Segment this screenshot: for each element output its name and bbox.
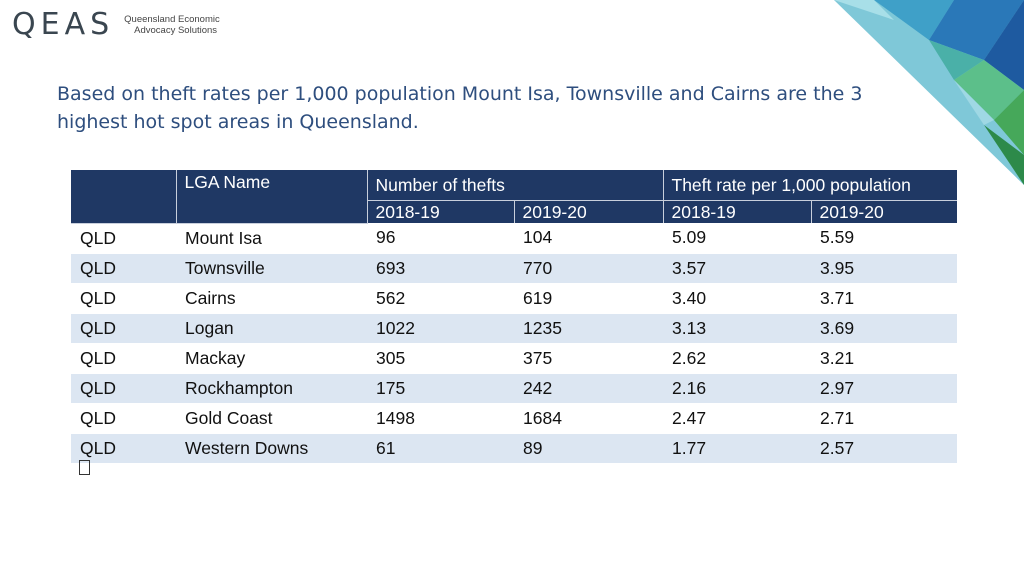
cell-thefts-2018-19: 96 — [367, 223, 514, 253]
header-lga-name: LGA Name — [176, 170, 367, 223]
cell-rate-2018-19: 2.62 — [663, 343, 811, 373]
cell-thefts-2018-19: 693 — [367, 253, 514, 283]
cell-thefts-2019-20: 619 — [514, 283, 663, 313]
cell-lga: Mount Isa — [176, 223, 367, 253]
cell-state: QLD — [71, 253, 176, 283]
cell-rate-2019-20: 3.71 — [811, 283, 957, 313]
header-rate-2018-19: 2018-19 — [663, 201, 811, 224]
cell-rate-2018-19: 2.47 — [663, 403, 811, 433]
cell-state: QLD — [71, 403, 176, 433]
cell-rate-2018-19: 2.16 — [663, 373, 811, 403]
logo-line-2: Advocacy Solutions — [134, 25, 218, 36]
cell-thefts-2018-19: 175 — [367, 373, 514, 403]
table-row — [71, 373, 957, 403]
cell-thefts-2019-20: 89 — [514, 433, 663, 463]
logo-mark: QEAS — [12, 7, 115, 42]
cell-thefts-2018-19: 305 — [367, 343, 514, 373]
cell-thefts-2018-19: 1022 — [367, 313, 514, 343]
headline: Based on theft rates per 1,000 population Mount Isa, Townsville and Cairns are the 3 highest hot spot areas in Queensland. — [57, 83, 863, 133]
cell-lga: Rockhampton — [176, 373, 367, 403]
table-row — [71, 343, 957, 373]
cell-state: QLD — [71, 223, 176, 253]
header-state — [71, 170, 176, 223]
cell-state: QLD — [71, 343, 176, 373]
cell-rate-2018-19: 3.40 — [663, 283, 811, 313]
cell-lga: Logan — [176, 313, 367, 343]
logo-text — [124, 14, 220, 36]
cell-thefts-2018-19: 1498 — [367, 403, 514, 433]
cell-rate-2019-20: 3.21 — [811, 343, 957, 373]
header-thefts-2018-19: 2018-19 — [367, 201, 514, 224]
header-number-of-thefts: Number of thefts — [367, 170, 663, 201]
cell-thefts-2018-19: 61 — [367, 433, 514, 463]
cell-lga: Western Downs — [176, 433, 367, 463]
cell-state: QLD — [71, 373, 176, 403]
cell-state: QLD — [71, 313, 176, 343]
cell-thefts-2019-20: 1235 — [514, 313, 663, 343]
header-theft-rate: Theft rate per 1,000 population — [663, 170, 957, 201]
table-row — [71, 313, 957, 343]
cell-rate-2018-19: 1.77 — [663, 433, 811, 463]
cell-rate-2019-20: 3.69 — [811, 313, 957, 343]
placeholder-box-icon — [79, 460, 90, 475]
table-row — [71, 283, 957, 313]
qeas-logo — [12, 7, 220, 42]
theft-table — [71, 170, 957, 464]
header-rate-2019-20: 2019-20 — [811, 201, 957, 224]
cell-lga: Cairns — [176, 283, 367, 313]
cell-thefts-2019-20: 1684 — [514, 403, 663, 433]
header-row-group — [71, 170, 957, 201]
cell-lga: Gold Coast — [176, 403, 367, 433]
logo-line-1: Queensland Economic — [124, 14, 220, 25]
cell-rate-2019-20: 5.59 — [811, 223, 957, 253]
table-row — [71, 223, 957, 253]
cell-rate-2019-20: 2.97 — [811, 373, 957, 403]
cell-state: QLD — [71, 283, 176, 313]
cell-rate-2018-19: 3.13 — [663, 313, 811, 343]
cell-rate-2018-19: 3.57 — [663, 253, 811, 283]
cell-rate-2019-20: 2.57 — [811, 433, 957, 463]
cell-lga: Townsville — [176, 253, 367, 283]
header-thefts-2019-20: 2019-20 — [514, 201, 663, 224]
cell-thefts-2018-19: 562 — [367, 283, 514, 313]
cell-lga: Mackay — [176, 343, 367, 373]
cell-rate-2019-20: 2.71 — [811, 403, 957, 433]
cell-thefts-2019-20: 104 — [514, 223, 663, 253]
table-row — [71, 403, 957, 433]
cell-thefts-2019-20: 375 — [514, 343, 663, 373]
cell-rate-2018-19: 5.09 — [663, 223, 811, 253]
cell-state: QLD — [71, 433, 176, 463]
table-row — [71, 433, 957, 463]
cell-thefts-2019-20: 770 — [514, 253, 663, 283]
cell-thefts-2019-20: 242 — [514, 373, 663, 403]
cell-rate-2019-20: 3.95 — [811, 253, 957, 283]
missing-glyph — [79, 458, 90, 475]
table-row — [71, 253, 957, 283]
